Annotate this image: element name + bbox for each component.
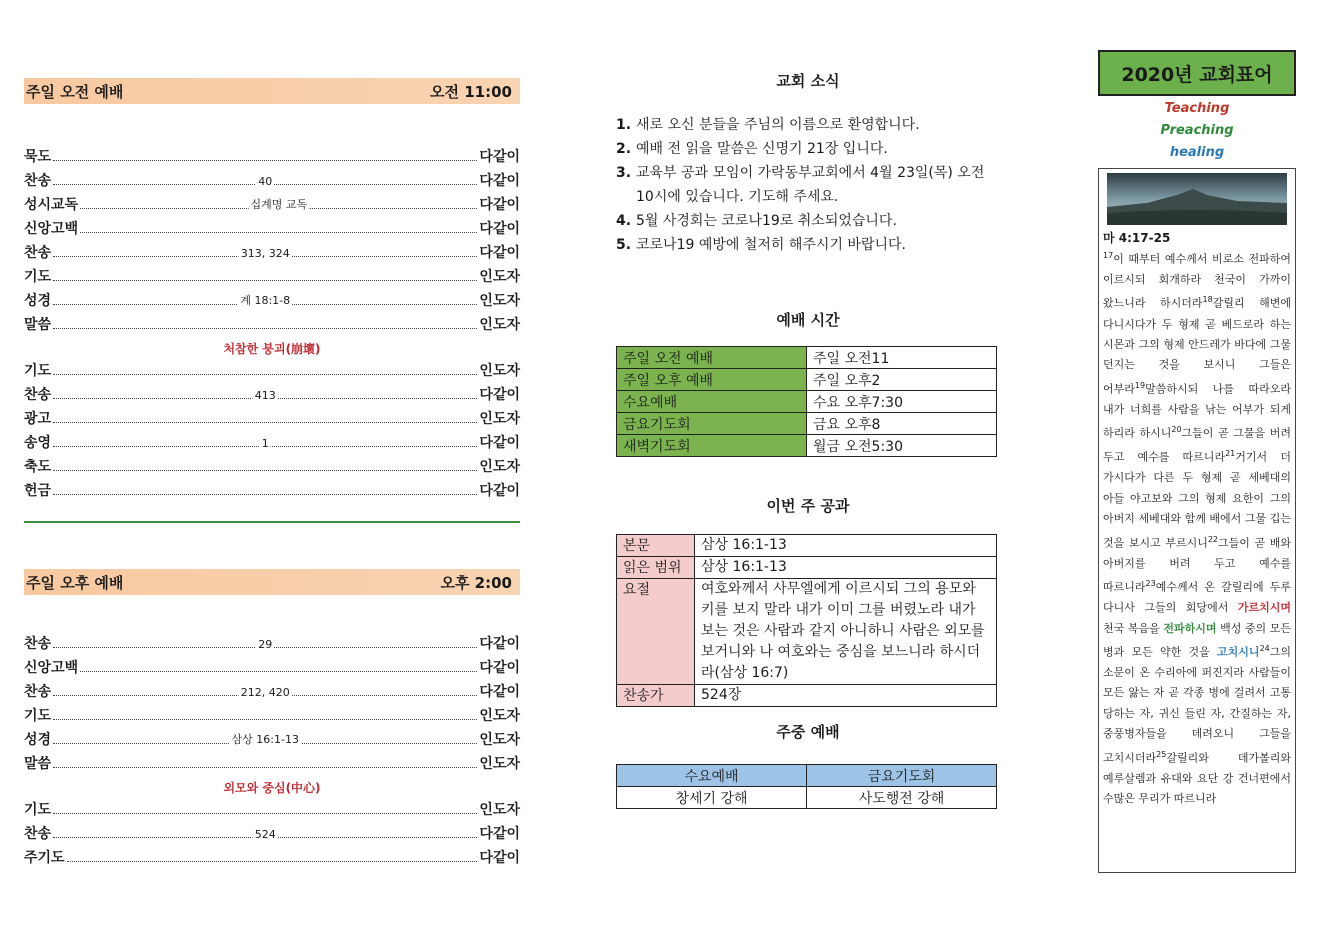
order-row	[24, 194, 520, 218]
leader-dots	[53, 294, 477, 307]
news-item	[616, 137, 1000, 161]
lesson-row	[617, 685, 997, 707]
schedule-service: 금요기도회	[617, 413, 807, 435]
lesson-row	[617, 557, 997, 579]
order-detail: 계 18:1-8	[240, 294, 291, 307]
motto-teaching: Teaching	[1164, 101, 1230, 116]
lesson-key: 찬송가	[617, 685, 695, 707]
midweek-header-fri: 금요기도회	[807, 765, 997, 787]
order-detail: 1	[261, 437, 269, 450]
leader-dots	[53, 686, 477, 699]
schedule-service: 수요예배	[617, 391, 807, 413]
news-title: 교회 소식	[776, 72, 840, 90]
leader-dots	[53, 247, 477, 260]
section-divider	[24, 521, 520, 523]
leader-dots	[53, 638, 477, 651]
lesson-key: 읽은 범위	[617, 557, 695, 579]
order-leader: 인도자	[479, 708, 520, 724]
order-label: 성시교독	[24, 197, 79, 213]
leader-dots	[53, 733, 477, 746]
news-text: 교육부 공과 모임이 가락동부교회에서 4월 23일(목) 오전 10시에 있습니다. 기도해 주세요.	[636, 165, 985, 205]
order-label: 찬송	[24, 684, 52, 700]
leader-dots	[80, 198, 477, 211]
leader-dots	[53, 437, 477, 450]
schedule-time: 수요 오후7:30	[807, 391, 997, 413]
order-leader: 다같이	[479, 387, 520, 403]
motto-healing: healing	[1169, 145, 1225, 160]
scripture-box	[1098, 168, 1296, 873]
order-row	[24, 146, 520, 170]
order-leader: 인도자	[479, 363, 520, 379]
order-row	[24, 266, 520, 290]
lesson-title: 이번 주 공과	[766, 497, 850, 515]
leader-dots	[80, 232, 477, 233]
morning-service-title: 주일 오전 예배	[26, 82, 124, 101]
schedule-time: 월금 오전5:30	[807, 435, 997, 457]
lesson-row	[617, 535, 997, 557]
order-label: 기도	[24, 363, 52, 379]
scripture-text: $^{17}$이 때부터 예수께서 비로소 전파하여 이르시되 회개하라 천국이 가까이 왔느니라 하시더라$^{18}$갈릴리 해변에 다니시다가 두 형제 곧 베드로라 하는 시몬과 그의 형제 안드레가 바다에 그물 던지는 것을 보시니 그들은 어부라$^{19}$말씀하시되 나를 따라오라 내가 너희를 사람을 낚는 어부가 되게 하리라 하시니$^{20}$그들이 곧 그물을 버려 두고 예수를 따르니라$^{21}$거기서 더 가시다가 다른 두 형제 곧 세베대의 아들 야고보와 그의 형제 요한이 그의 아버지 세베대와 함께 배에서 그물 깁는 것을 보시고 부르시니$^{22}$그들이 곧 배와 아버지를 버려 두고 예수를 따르니라$^{23}$예수께서 온 갈릴리에 두루 다니사 그들의 회당에서 가르치시며 천국 복음을 전파하시며 백성 중의 모든 병과 모든 약한 것을 고치시니$^{24}$그의 소문이 온 수리아에 퍼진지라 사람들이 모든 앓는 자 곧 각종 병에 걸려서 고통 당하는 자, 귀신 들린 자, 간질하는 자, 중풍병자들을 데려오니 그들을 고치시더라$^{25}$갈릴리와 데가볼리와 예루살렘과 유대와 요단 강 건너편에서 수많은 무리가 따르니라	[1103, 251, 1292, 806]
order-leader: 인도자	[479, 411, 520, 427]
mountain-landscape-icon	[1107, 173, 1287, 225]
schedule-title: 예배 시간	[776, 311, 840, 329]
news-number: 4.	[616, 213, 632, 229]
leader-dots	[53, 470, 477, 471]
midweek-value-wed: 창세기 강해	[617, 787, 807, 809]
church-motto: 2020년 교회표어	[1098, 50, 1296, 96]
order-label: 말씀	[24, 756, 52, 772]
midweek-header-wed: 수요예배	[617, 765, 807, 787]
order-leader: 다같이	[479, 221, 520, 237]
order-label: 기도	[24, 708, 52, 724]
schedule-row	[617, 435, 997, 457]
order-label: 축도	[24, 459, 52, 475]
lesson-value: 삼상 16:1-13	[695, 535, 997, 557]
order-label: 찬송	[24, 826, 52, 842]
order-label: 신앙고백	[24, 221, 79, 237]
order-leader: 인도자	[479, 269, 520, 285]
order-leader: 인도자	[479, 756, 520, 772]
leader-dots	[53, 494, 477, 495]
order-leader: 다같이	[479, 435, 520, 451]
motto-column	[1098, 50, 1296, 873]
news-text: 예배 전 읽을 말씀은 신명기 21장 입니다.	[636, 141, 888, 157]
afternoon-order-list-2	[24, 799, 520, 871]
lesson-value: 524장	[695, 685, 997, 707]
order-leader: 다같이	[479, 850, 520, 866]
order-row	[24, 432, 520, 456]
order-label: 송영	[24, 435, 52, 451]
lesson-row	[617, 579, 997, 685]
news-list	[616, 113, 1000, 257]
order-leader: 다같이	[479, 245, 520, 261]
order-detail: 524	[254, 828, 276, 841]
news-item	[616, 161, 1000, 209]
morning-service-time: 오전 11:00	[430, 82, 512, 101]
highlight-teaching: 가르치시며	[1237, 601, 1291, 615]
leader-dots	[53, 389, 477, 402]
leader-dots	[80, 671, 477, 672]
leader-dots	[53, 422, 477, 423]
leader-dots	[53, 328, 477, 329]
order-leader: 인도자	[479, 317, 520, 333]
news-number: 1.	[616, 117, 632, 133]
news-text: 코로나19 예방에 철저히 해주시기 바랍니다.	[636, 237, 906, 253]
motto-preaching: Preaching	[1160, 123, 1234, 138]
order-row	[24, 242, 520, 266]
news-text: 새로 오신 분들을 주님의 이름으로 환영합니다.	[636, 117, 920, 133]
lesson-key: 요절	[617, 579, 695, 685]
order-row	[24, 456, 520, 480]
leader-dots	[53, 175, 477, 188]
schedule-service: 주일 오후 예배	[617, 369, 807, 391]
leader-dots	[53, 374, 477, 375]
schedule-service: 주일 오전 예배	[617, 347, 807, 369]
order-row	[24, 657, 520, 681]
order-row	[24, 681, 520, 705]
order-leader: 다같이	[479, 826, 520, 842]
news-number: 2.	[616, 141, 632, 157]
leader-dots	[53, 828, 477, 841]
order-row	[24, 705, 520, 729]
highlight-healing: 고치시니	[1217, 645, 1260, 659]
lesson-table	[616, 534, 997, 707]
order-leader: 다같이	[479, 149, 520, 165]
morning-order-list-1	[24, 146, 520, 338]
midweek-table	[616, 764, 997, 809]
afternoon-sermon-title: 외모와 중심(中心)	[223, 781, 321, 795]
afternoon-service-header	[24, 569, 520, 595]
afternoon-service-title: 주일 오후 예배	[26, 573, 124, 592]
order-row	[24, 218, 520, 242]
order-row	[24, 170, 520, 194]
news-text: 5월 사경회는 코로나19로 취소되었습니다.	[636, 213, 897, 229]
news-item	[616, 113, 1000, 137]
news-item	[616, 209, 1000, 233]
lesson-value: 여호와께서 사무엘에게 이르시되 그의 용모와 키를 보지 말라 내가 이미 그를 버렸노라 내가 보는 것은 사람과 같지 아니하니 사람은 외모를 보거니와 나 여호와는 중심을 보느니라 하시더라(삼상 16:7)	[695, 579, 997, 685]
order-detail: 40	[258, 175, 273, 188]
order-detail: 313, 324	[240, 247, 290, 260]
order-detail: 삼상 16:1-13	[231, 733, 299, 746]
order-leader: 다같이	[479, 197, 520, 213]
order-row	[24, 480, 520, 504]
order-label: 기도	[24, 802, 52, 818]
order-label: 찬송	[24, 173, 52, 189]
leader-dots	[53, 813, 477, 814]
order-leader: 인도자	[479, 732, 520, 748]
schedule-row	[617, 391, 997, 413]
order-label: 찬송	[24, 245, 52, 261]
order-leader: 다같이	[479, 483, 520, 499]
lesson-key: 본문	[617, 535, 695, 557]
order-label: 말씀	[24, 317, 52, 333]
order-row	[24, 360, 520, 384]
schedule-row	[617, 413, 997, 435]
order-label: 성경	[24, 293, 52, 309]
order-row	[24, 799, 520, 823]
news-item	[616, 233, 1000, 257]
highlight-preaching: 전파하시며	[1163, 621, 1217, 635]
order-row	[24, 633, 520, 657]
order-detail: 212, 420	[240, 686, 290, 699]
schedule-service: 새벽기도회	[617, 435, 807, 457]
order-label: 찬송	[24, 387, 52, 403]
schedule-time: 주일 오후2	[807, 369, 997, 391]
scripture-reference: 마 4:17-25	[1103, 231, 1171, 245]
order-label: 광고	[24, 411, 52, 427]
order-detail: 십계명 교독	[250, 198, 308, 211]
order-label: 헌금	[24, 483, 52, 499]
order-detail: 29	[258, 638, 273, 651]
order-label: 주기도	[24, 850, 65, 866]
leader-dots	[53, 280, 477, 281]
midweek-value-fri: 사도행전 강해	[807, 787, 997, 809]
lesson-value: 삼상 16:1-13	[695, 557, 997, 579]
order-row	[24, 823, 520, 847]
schedule-table	[616, 346, 997, 457]
order-row	[24, 729, 520, 753]
order-label: 묵도	[24, 149, 52, 165]
order-leader: 인도자	[479, 459, 520, 475]
order-leader: 인도자	[479, 802, 520, 818]
morning-service-header	[24, 78, 520, 104]
church-info	[616, 70, 1000, 809]
leader-dots	[53, 767, 477, 768]
order-detail: 413	[254, 389, 276, 402]
order-row	[24, 408, 520, 432]
morning-order-list-2	[24, 360, 520, 504]
order-label: 신앙고백	[24, 660, 79, 676]
order-label: 찬송	[24, 636, 52, 652]
news-number: 3.	[616, 165, 632, 181]
order-row	[24, 384, 520, 408]
midweek-title: 주중 예배	[776, 723, 840, 741]
morning-sermon-title: 처참한 붕괴(崩壞)	[223, 342, 321, 356]
leader-dots	[53, 160, 477, 161]
order-leader: 다같이	[479, 636, 520, 652]
sunday-services	[24, 78, 520, 871]
order-row	[24, 290, 520, 314]
order-leader: 다같이	[479, 660, 520, 676]
leader-dots	[67, 861, 478, 862]
schedule-time: 금요 오후8	[807, 413, 997, 435]
news-number: 5.	[616, 237, 632, 253]
afternoon-service-time: 오후 2:00	[440, 573, 512, 592]
order-row	[24, 753, 520, 777]
order-row	[24, 847, 520, 871]
schedule-time: 주일 오전11	[807, 347, 997, 369]
schedule-row	[617, 347, 997, 369]
leader-dots	[53, 719, 477, 720]
afternoon-order-list-1	[24, 633, 520, 777]
order-leader: 다같이	[479, 173, 520, 189]
order-label: 기도	[24, 269, 52, 285]
order-row	[24, 314, 520, 338]
order-leader: 다같이	[479, 684, 520, 700]
order-label: 성경	[24, 732, 52, 748]
order-leader: 인도자	[479, 293, 520, 309]
schedule-row	[617, 369, 997, 391]
